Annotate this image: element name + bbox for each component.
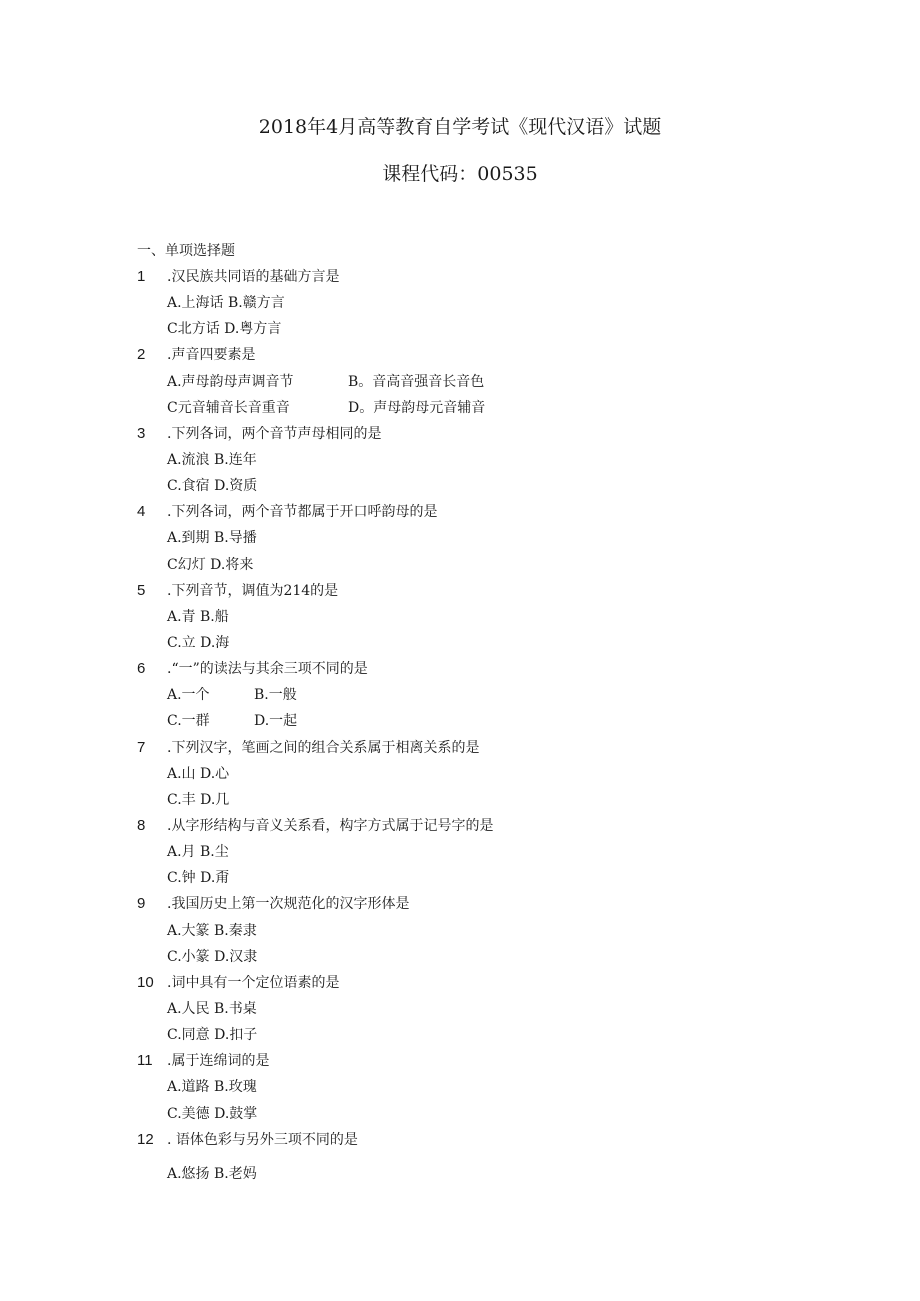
section-heading: 一、单项选择题 bbox=[137, 243, 235, 259]
question-number: 11 bbox=[137, 1052, 153, 1070]
question-stem bbox=[0, 656, 920, 682]
question-stem bbox=[0, 421, 920, 447]
question-stem bbox=[0, 264, 920, 290]
option-pair: A.到期 B.导播 bbox=[167, 530, 257, 547]
option-line bbox=[0, 552, 920, 578]
option-line bbox=[0, 918, 920, 944]
question-stem bbox=[0, 342, 920, 368]
option-line bbox=[0, 316, 920, 342]
option-left: C元音辅音长音重音 bbox=[167, 399, 290, 416]
question-number: 5 bbox=[137, 581, 146, 599]
option-line bbox=[0, 682, 920, 708]
question-stem bbox=[0, 813, 920, 839]
option-pair: C.食宿 D.资质 bbox=[167, 478, 258, 495]
option-pair: C.钟 D.甭 bbox=[167, 870, 230, 887]
option-line bbox=[0, 708, 920, 734]
option-pair: A.流浪 B.连年 bbox=[167, 451, 257, 468]
option-right: D。声母韵母元音辅音 bbox=[348, 399, 486, 416]
option-line bbox=[0, 447, 920, 473]
question-number: 9 bbox=[137, 895, 146, 913]
option-line bbox=[0, 630, 920, 656]
option-right: D.一起 bbox=[254, 713, 298, 730]
exam-title: 2018年4月高等教育自学考试《现代汉语》试题 bbox=[258, 116, 662, 138]
question-text: .词中具有一个定位语素的是 bbox=[167, 974, 340, 991]
option-line bbox=[0, 996, 920, 1022]
option-pair: C.小篆 D.汉隶 bbox=[167, 948, 258, 965]
question-text: .“一”的读法与其余三项不同的是 bbox=[167, 661, 368, 678]
option-pair: A.大篆 B.秦隶 bbox=[167, 922, 257, 939]
question-stem bbox=[0, 499, 920, 525]
question-text: . 语体色彩与另外三项不同的是 bbox=[167, 1131, 358, 1148]
option-line bbox=[0, 290, 920, 316]
course-code: 课程代码：00535 bbox=[382, 163, 538, 185]
option-pair: A.上海话 B.赣方言 bbox=[167, 295, 285, 312]
question-text: .声音四要素是 bbox=[167, 347, 256, 364]
question-number: 7 bbox=[137, 738, 146, 756]
question-stem bbox=[0, 891, 920, 917]
question-number: 6 bbox=[137, 660, 146, 678]
question-text: .下列汉字，笔画之间的组合关系属于相离关系的是 bbox=[167, 739, 480, 756]
option-line bbox=[0, 1161, 920, 1187]
question-list bbox=[0, 264, 920, 1187]
option-pair: A.月 B.尘 bbox=[167, 844, 229, 861]
option-pair: A.悠扬 B.老妈 bbox=[167, 1165, 257, 1182]
question-number: 4 bbox=[137, 503, 146, 521]
option-pair: C幻灯 D.将来 bbox=[167, 556, 254, 573]
option-right: B.一般 bbox=[254, 687, 297, 704]
question-number: 2 bbox=[137, 346, 146, 364]
option-line bbox=[0, 761, 920, 787]
question-text: .下列各词，两个音节都属于开口呼韵母的是 bbox=[167, 504, 438, 521]
option-pair: C北方话 D.粤方言 bbox=[167, 321, 282, 338]
question-number: 12 bbox=[137, 1130, 154, 1148]
option-pair: C.同意 D.扣子 bbox=[167, 1027, 258, 1044]
question-text: .下列音节，调值为214的是 bbox=[167, 582, 339, 599]
option-left: A.一个 bbox=[167, 687, 210, 704]
option-line bbox=[0, 1101, 920, 1127]
option-line bbox=[0, 369, 920, 395]
option-left: A.声母韵母声调音节 bbox=[167, 373, 294, 390]
option-line bbox=[0, 604, 920, 630]
question-stem bbox=[0, 1048, 920, 1074]
option-line bbox=[0, 787, 920, 813]
option-line bbox=[0, 865, 920, 891]
option-left: C.一群 bbox=[167, 713, 210, 730]
option-pair: C.丰 D.几 bbox=[167, 791, 230, 808]
option-line bbox=[0, 525, 920, 551]
option-pair: C.立 D.海 bbox=[167, 634, 230, 651]
option-line bbox=[0, 1022, 920, 1048]
question-number: 3 bbox=[137, 424, 146, 442]
question-text: .汉民族共同语的基础方言是 bbox=[167, 269, 340, 285]
option-line bbox=[0, 839, 920, 865]
question-number: 8 bbox=[137, 816, 146, 834]
option-line bbox=[0, 1074, 920, 1100]
option-line bbox=[0, 395, 920, 421]
question-text: .下列各词，两个音节声母相同的是 bbox=[167, 425, 382, 442]
question-stem bbox=[0, 1127, 920, 1153]
option-right: B。音高音强音长音色 bbox=[348, 373, 485, 390]
option-line bbox=[0, 473, 920, 499]
question-number: 10 bbox=[137, 973, 154, 991]
option-pair: A.青 B.船 bbox=[167, 608, 229, 625]
question-stem bbox=[0, 735, 920, 761]
question-text: .我国历史上第一次规范化的汉字形体是 bbox=[167, 896, 410, 913]
question-stem bbox=[0, 578, 920, 604]
question-number: 1 bbox=[137, 268, 146, 285]
question-text: .从字形结构与音义关系看，构字方式属于记号字的是 bbox=[167, 817, 494, 834]
question-text: .属于连绵词的是 bbox=[167, 1053, 270, 1070]
option-pair: A.道路 B.玫瑰 bbox=[167, 1079, 257, 1096]
option-line bbox=[0, 944, 920, 970]
option-pair: C.美德 D.鼓掌 bbox=[167, 1105, 258, 1122]
question-stem bbox=[0, 970, 920, 996]
option-pair: A.山 D.心 bbox=[167, 765, 230, 782]
option-pair: A.人民 B.书桌 bbox=[167, 1000, 257, 1017]
